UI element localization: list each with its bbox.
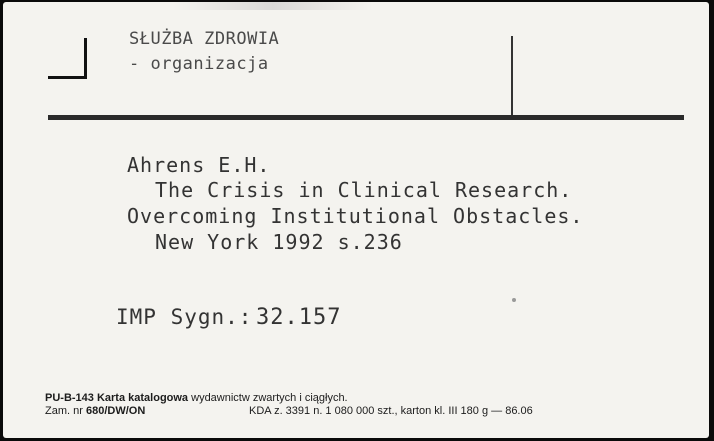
author-line: Ahrens E.H. <box>127 153 271 177</box>
heading-rule <box>48 115 684 120</box>
ink-dot <box>512 298 516 302</box>
footer-line-2 <box>45 405 145 417</box>
signature-number: 32.157 <box>256 305 342 330</box>
order-label: Zam. nr <box>45 405 83 417</box>
form-code: PU-B-143 <box>45 392 94 404</box>
subject-subheading: - organizacja <box>129 54 269 74</box>
footer-line-1 <box>45 392 348 404</box>
title-line-2: Overcoming Institutional Obstacles. <box>127 204 584 228</box>
title-line-1: The Crisis in Clinical Research. <box>155 178 573 202</box>
faded-type-ghost <box>173 2 373 10</box>
imprint-line: New York 1992 s.236 <box>155 230 403 254</box>
form-title: Karta katalogowa <box>96 392 189 404</box>
signature-label: IMP Sygn.: <box>116 305 253 329</box>
form-title-rest: wydawnictw zwartych i ciągłych. <box>191 392 348 404</box>
catalog-card <box>3 2 709 438</box>
corner-bracket-vertical <box>84 38 87 78</box>
print-info: KDA z. 3391 n. 1 080 000 szt., karton kl. III 180 g — 86.06 <box>249 405 533 417</box>
heading-divider-line <box>511 36 513 116</box>
corner-bracket-horizontal <box>48 76 87 79</box>
subject-heading: SŁUŻBA ZDROWIA <box>129 29 280 49</box>
order-number: 680/DW/ON <box>85 405 146 417</box>
